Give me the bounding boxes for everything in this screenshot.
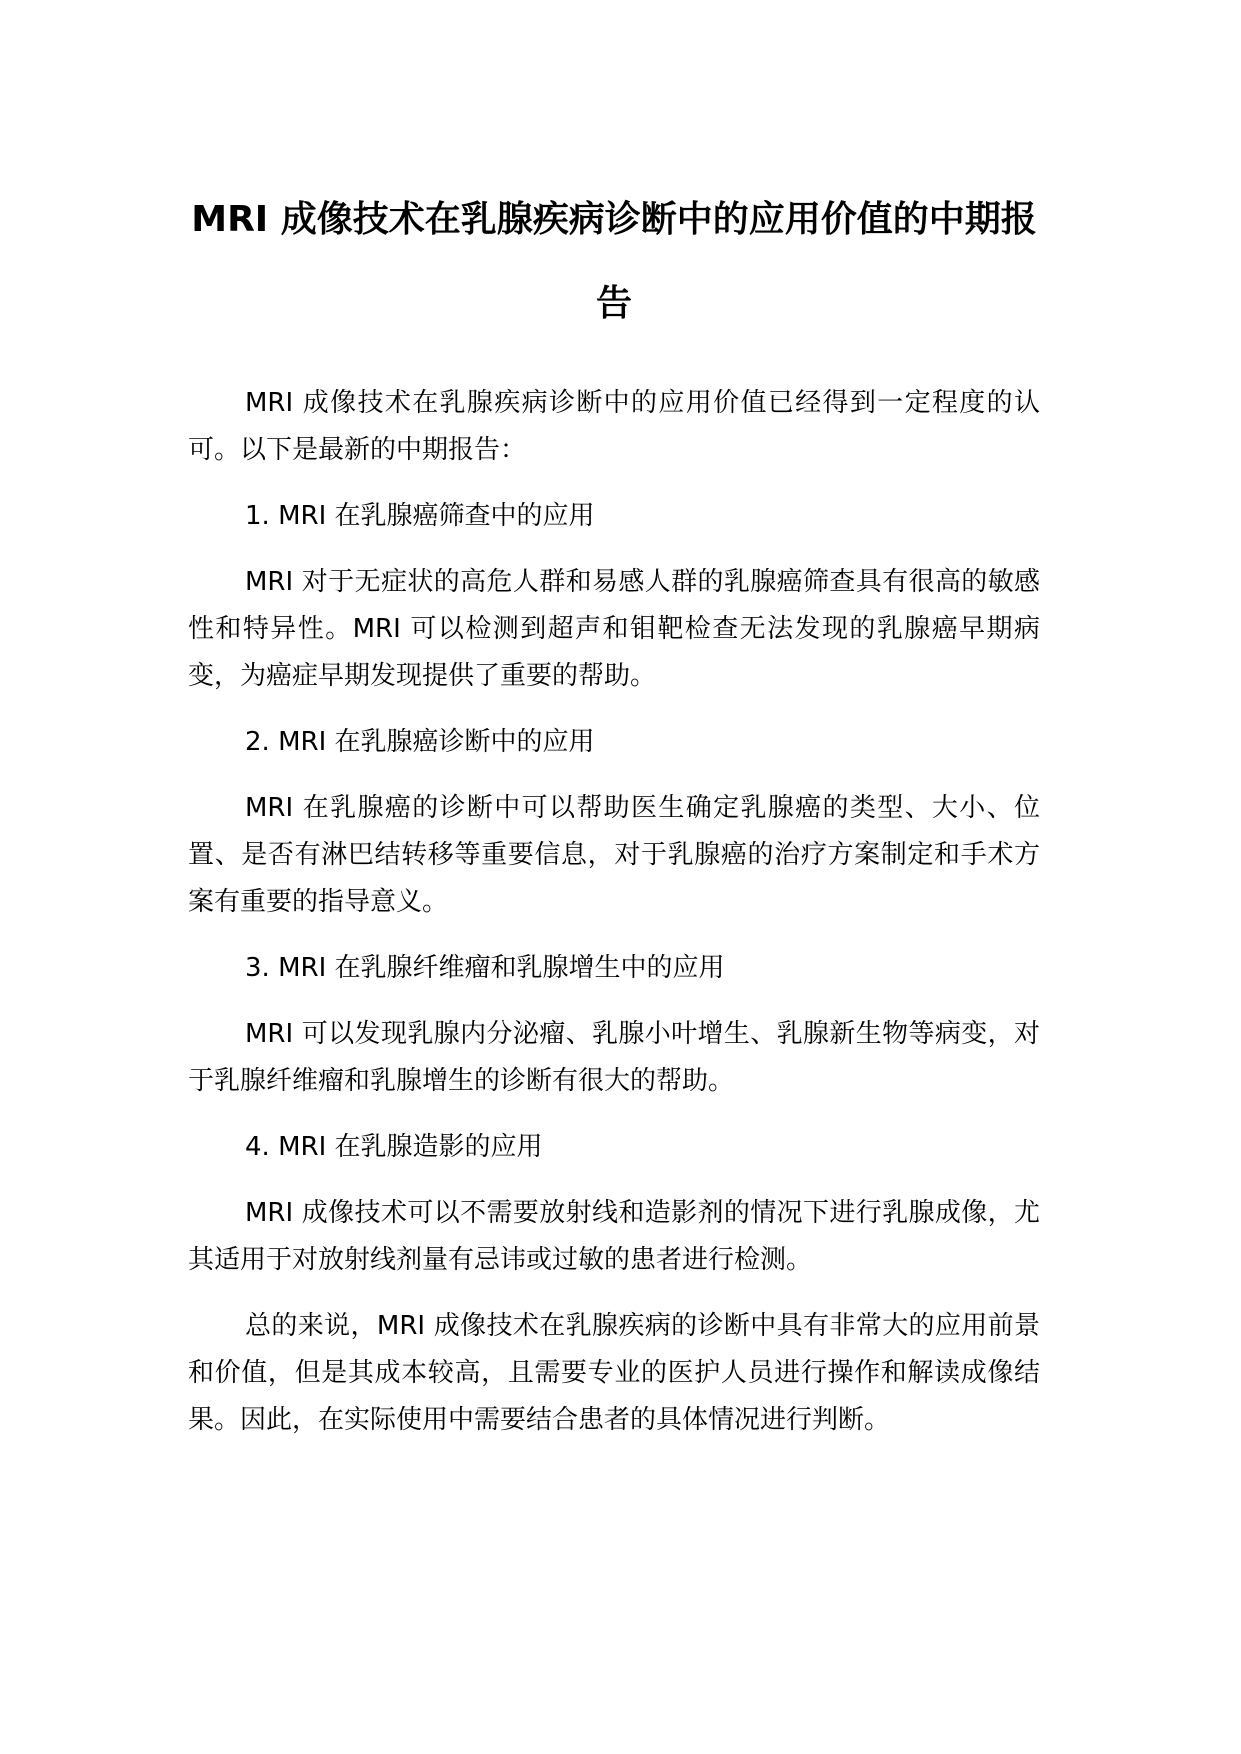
section-body-4: MRI 成像技术可以不需要放射线和造影剂的情况下进行乳腺成像，尤其适用于对放射线剂量有忌讳或过敏的患者进行检测。 — [188, 1198, 1040, 1275]
section-heading-3: 3. MRI 在乳腺纤维瘤和乳腺增生中的应用 — [245, 953, 725, 983]
conclusion-paragraph: 总的来说，MRI 成像技术在乳腺疾病的诊断中具有非常大的应用前景和价值，但是其成本较高，且需要专业的医护人员进行操作和解读成像结果。因此，在实际使用中需要结合患者的具体情况进行判断。 — [188, 1311, 1040, 1435]
document-title: MRI 成像技术在乳腺疾病诊断中的应用价值的中期报告 — [191, 199, 1037, 324]
section-heading-2: 2. MRI 在乳腺癌诊断中的应用 — [245, 727, 595, 757]
section-heading-1: 1. MRI 在乳腺癌筛查中的应用 — [245, 501, 595, 531]
document-body — [188, 380, 1040, 1463]
section-body-1: MRI 对于无症状的高危人群和易感人群的乳腺癌筛查具有很高的敏感性和特异性。MRI 可以检测到超声和钼靶检查无法发现的乳腺癌早期病变，为癌症早期发现提供了重要的帮助。 — [188, 567, 1040, 691]
section-heading-4: 4. MRI 在乳腺造影的应用 — [245, 1132, 543, 1162]
section-body-2: MRI 在乳腺癌的诊断中可以帮助医生确定乳腺癌的类型、大小、位置、是否有淋巴结转移等重要信息，对于乳腺癌的治疗方案制定和手术方案有重要的指导意义。 — [188, 793, 1040, 917]
intro-paragraph: MRI 成像技术在乳腺疾病诊断中的应用价值已经得到一定程度的认可。以下是最新的中期报告： — [188, 388, 1040, 465]
section-body-3: MRI 可以发现乳腺内分泌瘤、乳腺小叶增生、乳腺新生物等病变，对于乳腺纤维瘤和乳腺增生的诊断有很大的帮助。 — [188, 1019, 1040, 1096]
